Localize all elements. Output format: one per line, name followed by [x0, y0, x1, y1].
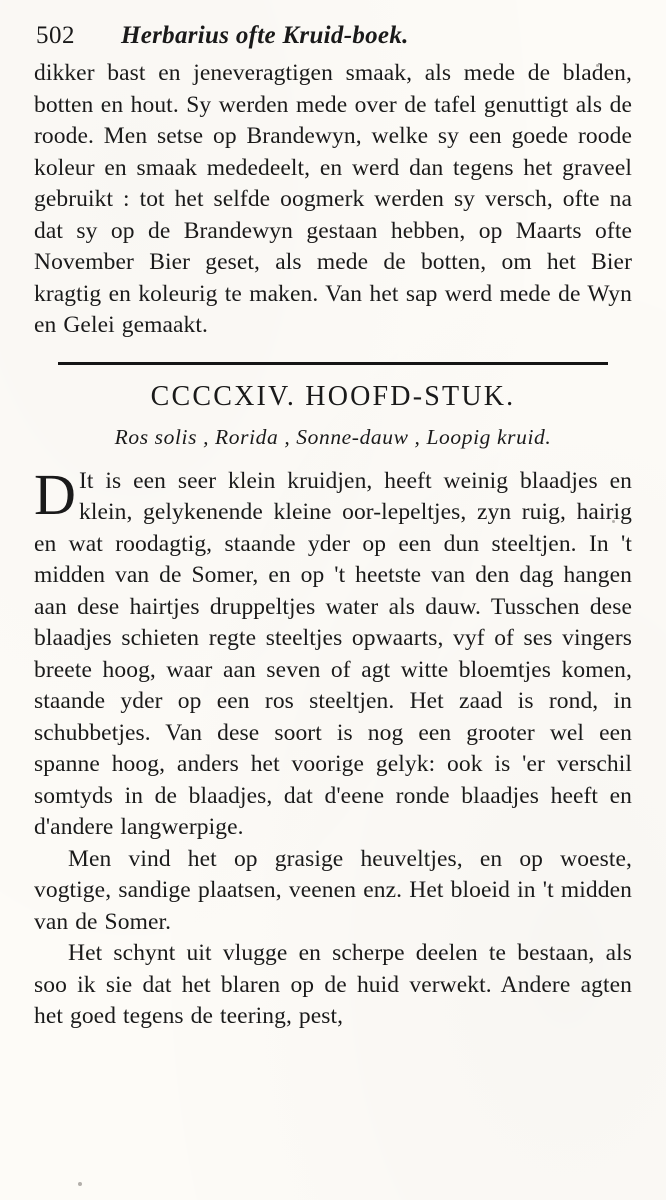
paragraph-1-text: blaadjes en klein, gelykenende kleine oor-lepeltjes, zyn ruig, hairig en wat roodagtig, staande yder op een dun steeltjen. In 't midden van de Somer, en op 't heetste van den dag hangen aan dese hairtjes druppeltjes water als dauw. Tusschen dese blaadjes schieten regte steeltjes opwaarts, vyf of ses vingers breete hoog, waar aan seven of agt witte bloemtjes komen, staande yder op een ros steeltjen. Het zaad is rond, in schubbetjes. Van dese soort is nog een grooter wel een spanne hoog, anders het voorige gelyk: ook is 'er verschil somtyds in de blaadjes, dat d'eene ronde blaadjes heeft en d'andere langwerpige.: [34, 467, 632, 840]
chapter-body: [34, 461, 632, 1033]
paragraph-2: Men vind het op grasige heuveltjes, en op woeste, vogtige, sandige plaatsen, veenen enz. Het bloeid in 't midden van de Somer.: [34, 845, 632, 935]
page-speck: [596, 64, 599, 67]
top-body-text: [34, 58, 632, 342]
chapter-heading: CCCCXIV. HOOFD-STUK.: [150, 380, 516, 412]
chapter-synonyms: Ros solis , Rorida , Sonne-dauw , Loopig kruid.: [114, 424, 552, 449]
paragraph-1: [34, 461, 632, 844]
paragraph-top: dikker bast en jeneveragtigen smaak, als mede de bladen, botten en hout. Sy werden mede over de tafel genuttigt als de roode. Men setse op Brandewyn, welke sy een goede roode koleur en smaak mededeelt, en werd dan tegens het graveel gebruikt : tot het selfde oogmerk werden sy versch, ofte na dat sy op de Brandewyn gestaan hebben, op Maarts ofte November Bier geset, als mede de botten, om het Bier kragtig en koleurig te maken. Van het sap werd mede de Wyn en Gelei gemaakt.: [34, 60, 632, 338]
paragraph-1-lead: It is een seer klein kruidjen, heeft weinig: [79, 467, 520, 494]
running-head: [34, 22, 632, 56]
paragraph-3: Het schynt uit vlugge en scherpe deelen te bestaan, als soo ik sie dat het blaren op de huid verwekt. Andere agten het goed tegens de teering, pest,: [34, 940, 632, 1029]
running-title: Herbarius ofte Kruid-boek.: [121, 22, 409, 49]
drop-cap: D: [34, 461, 76, 527]
section-divider: [58, 362, 608, 365]
page-number: 502: [36, 22, 75, 49]
page-speck: [612, 520, 615, 523]
page-speck: [78, 1182, 82, 1186]
